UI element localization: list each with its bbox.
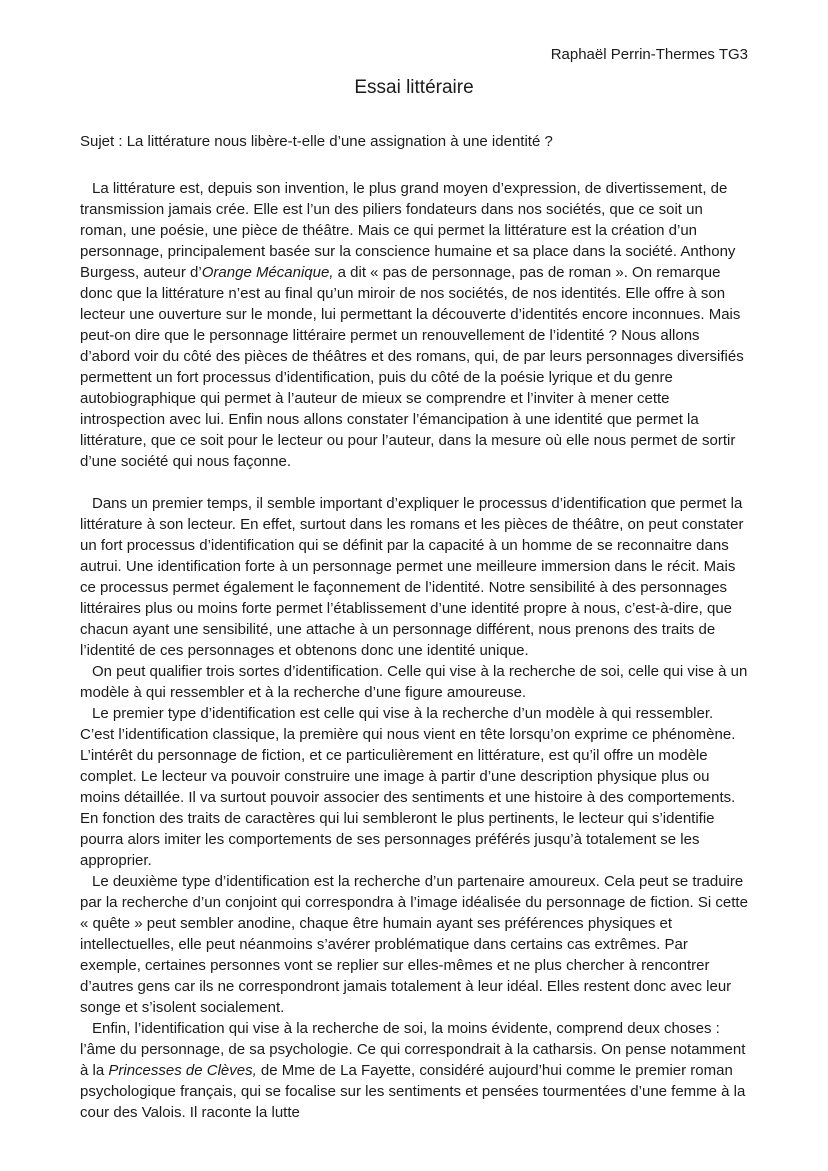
- paragraph-text: Le deuxième type d’identification est la recherche d’un partenaire amoureux. Cela peut se traduire par la recherche d’un conjoint qui correspondra à l’image idéalisée du personnage de fiction. Si cette « quête » peut sembler anodine, chaque être humain ayant ses préférences physiques et intellectuelles, elle peut néanmoins s’avérer problématique dans certains cas extrêmes. Par exemple, certaines personnes vont se replier sur elles-mêmes et ne plus chercher à rencontrer d’autres gens car ils ne correspondront jamais totalement à leur idéal. Elles restent donc avec leur songe et s’isolent socialement.: [80, 873, 748, 1016]
- paragraph-text: Dans un premier temps, il semble important d’expliquer le processus d’identification que permet la littérature à son lecteur. En effet, surtout dans les romans et les pièces de théâtre, on peut constater un fort processus d’identification qui se définit par la capacité à un homme de se reconnaitre dans autrui. Une identification forte à un personnage permet une meilleure immersion dans le récit. Mais ce processus permet également le façonnement de l’identité. Notre sensibilité à des personnages littéraires plus ou moins forte permet l’établissement d’une identité propre à nous, c’est-à-dire, que chacun ayant une sensibilité, une attache à un personnage différent, nous prenons des traits de l’identité de ces personnages et obtenons donc une identité unique.: [80, 495, 744, 659]
- italic-text: Orange Mécanique,: [201, 264, 334, 281]
- document-title: Essai littéraire: [354, 77, 474, 98]
- italic-text: Princesses de Clèves,: [108, 1062, 257, 1079]
- author-name: Raphaël Perrin-Thermes TG3: [550, 46, 748, 63]
- paragraph-text: Le premier type d’identification est celle qui vise à la recherche d’un modèle à qui ressembler. C’est l’identification classique, la première qui nous vient en tête lorsqu’on exprime ce phénomène. L’intérêt du personnage de fiction, et ce particulièrement en littérature, est qu’il offre un modèle complet. Le lecteur va pouvoir construire une image à partir d’une description physique plus ou moins détaillée. Il va surtout pouvoir associer des sentiments et une histoire à des comportements. En fonction des traits de caractères qui lui sembleront le plus pertinents, le lecteur qui s’identifie pourra alors imiter les comportements de ses personnages préférés jusqu’à totalement se les approprier.: [80, 705, 736, 869]
- essay-paragraph: [80, 178, 748, 472]
- subject-line: Sujet : La littérature nous libère-t-elle d’une assignation à une identité ?: [80, 133, 553, 150]
- paragraph-text: a dit « pas de personnage, pas de roman ». On remarque donc que la littérature n’est au final qu’un miroir de nos sociétés, de nos identités. Elle offre à son lecteur une ouverture sur le monde, lui permettant la découverte d’identités encore inconnues. Mais peut-on dire que le personnage littéraire permet un renouvellement de l’identité ? Nous allons d’abord voir du côté des pièces de théâtres et des romans, qui, de par leurs personnages diversifiés permettent un fort processus d’identification, puis du côté de la poésie lyrique et du genre autobiographique qui permet à l’auteur de mieux se comprendre et l’inviter à mener cette introspection avec lui. Enfin nous allons constater l’émancipation à une identité que permet la littérature, que ce soit pour le lecteur ou pour l’auteur, dans la mesure où elle nous permet de sortir d’une société qui nous façonne.: [80, 264, 744, 470]
- essay-body: [80, 178, 748, 1123]
- essay-paragraph: [80, 1018, 748, 1123]
- essay-paragraph: [80, 493, 748, 661]
- paragraph-text: Enfin, l’identification qui vise à la recherche de soi, la moins évidente, comprend deux choses : l’âme du personnage, de sa psychologie. Ce qui correspondrait à la catharsis. On pense notamment à la: [80, 1020, 746, 1079]
- essay-paragraph: [80, 661, 748, 703]
- paragraph-text: La littérature est, depuis son invention, le plus grand moyen d’expression, de divertissement, de transmission jamais crée. Elle est l’un des piliers fondateurs dans nos sociétés, que ce soit un roman, une poésie, une pièce de théâtre. Mais ce qui permet la littérature est la création d’un personnage, principalement basée sur la conscience humaine et sa place dans la société. Anthony Burgess, auteur d’: [80, 180, 736, 281]
- paragraph-text: de Mme de La Fayette, considéré aujourd’hui comme le premier roman psychologique français, qui se focalise sur les sentiments et pensées tourmentées d’une femme à la cour des Valois. Il raconte la lutte: [80, 1062, 746, 1121]
- essay-paragraph: [80, 871, 748, 1018]
- paragraph-text: On peut qualifier trois sortes d’identification. Celle qui vise à la recherche de soi, celle qui vise à un modèle à qui ressembler et à la recherche d’une figure amoureuse.: [80, 663, 748, 701]
- essay-paragraph: [80, 703, 748, 871]
